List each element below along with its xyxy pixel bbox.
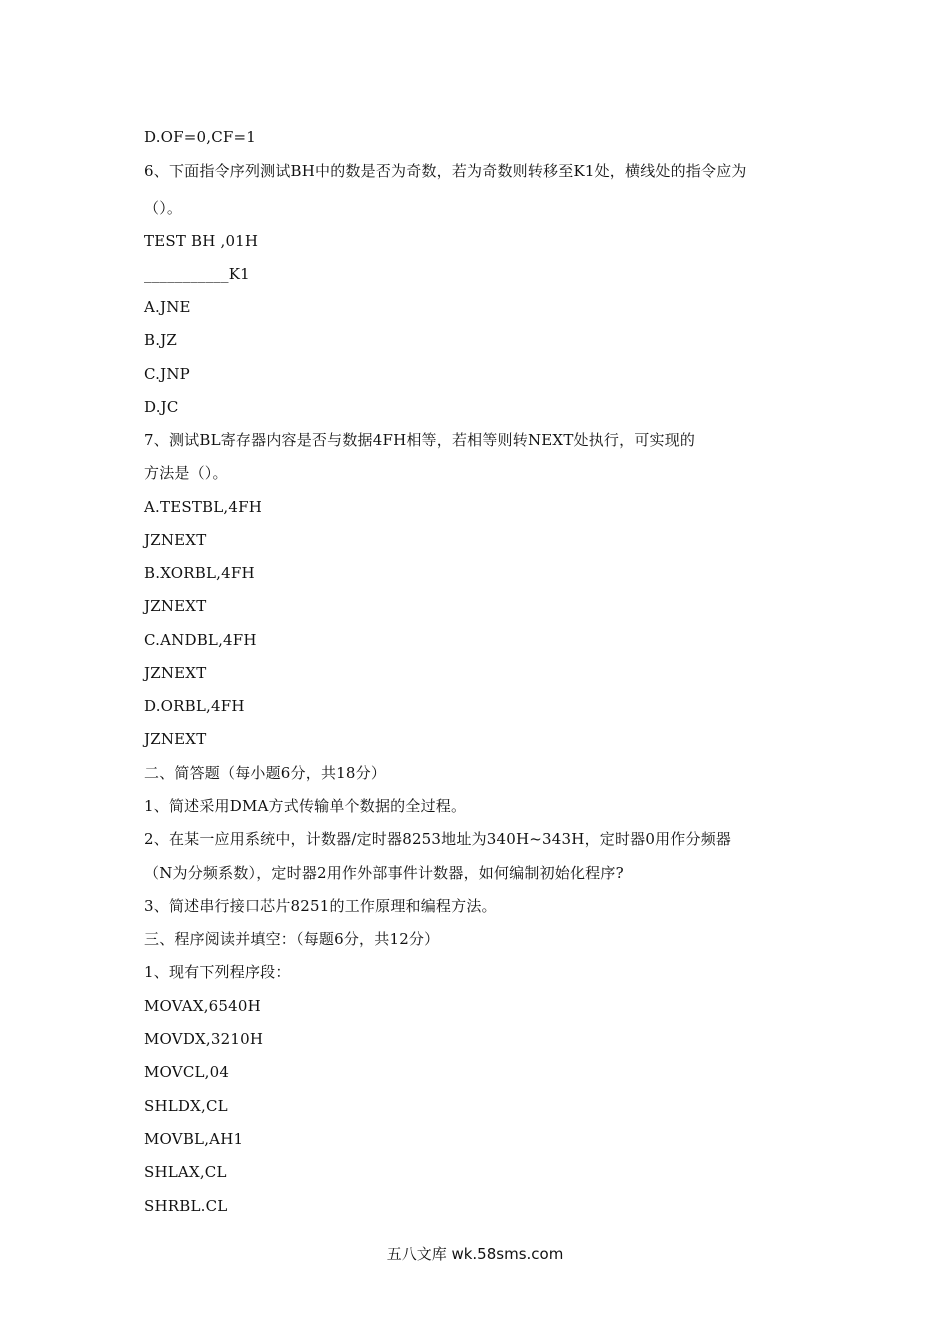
code-line: SHRBL.CL <box>144 1197 228 1215</box>
text-line: D.OF=0,CF=1 <box>144 128 257 146</box>
section-heading: 三、程序阅读并填空：（每题6分，共12分） <box>144 930 440 948</box>
option-a: A.JNE <box>144 298 191 316</box>
text-line: （）。 <box>144 199 183 217</box>
code-line: MOVDX,3210H <box>144 1030 264 1048</box>
code-line: MOVCL,04 <box>144 1063 230 1081</box>
short-answer-1: 1、简述采用DMA方式传输单个数据的全过程。 <box>144 797 467 815</box>
code-line: SHLAX,CL <box>144 1163 227 1181</box>
code-line: MOVBL,AH1 <box>144 1130 244 1148</box>
short-answer-2: 2、在某一应用系统中，计数器/定时器8253地址为340H~343H，定时器0用作分频器 <box>144 830 732 848</box>
footer-watermark: 五八文库 wk.58sms.com <box>386 1245 564 1263</box>
option-d: D.JC <box>144 398 179 416</box>
option-c: C.JNP <box>144 365 190 383</box>
text-line: 方法是（）。 <box>144 464 228 482</box>
option-c: C.ANDBL,4FH <box>144 631 257 649</box>
code-line: MOVAX,6540H <box>144 997 261 1015</box>
text-line: （N为分频系数），定时器2用作外部事件计数器，如何编制初始化程序? <box>144 864 624 882</box>
code-line: TEST BH ,01H <box>144 232 259 250</box>
option-a: A.TESTBL,4FH <box>144 498 263 516</box>
option-b: B.JZ <box>144 331 178 349</box>
code-line: JZNEXT <box>144 730 207 748</box>
question-7: 7、测试BL寄存器内容是否与数据4FH相等，若相等则转NEXT处执行，可实现的 <box>144 431 696 449</box>
short-answer-3: 3、简述串行接口芯片8251的工作原理和编程方法。 <box>144 897 497 915</box>
section-heading: 二、简答题（每小题6分，共18分） <box>144 764 387 782</box>
question-6: 6、下面指令序列测试BH中的数是否为奇数，若为奇数则转移至K1处，横线处的指令应为 <box>144 162 747 180</box>
code-line: JZNEXT <box>144 531 207 549</box>
code-line: SHLDX,CL <box>144 1097 228 1115</box>
code-line: JZNEXT <box>144 597 207 615</box>
code-line: ___________K1 <box>144 265 250 283</box>
option-b: B.XORBL,4FH <box>144 564 255 582</box>
code-line: JZNEXT <box>144 664 207 682</box>
option-d: D.ORBL,4FH <box>144 697 245 715</box>
program-question-1: 1、现有下列程序段： <box>144 963 291 981</box>
